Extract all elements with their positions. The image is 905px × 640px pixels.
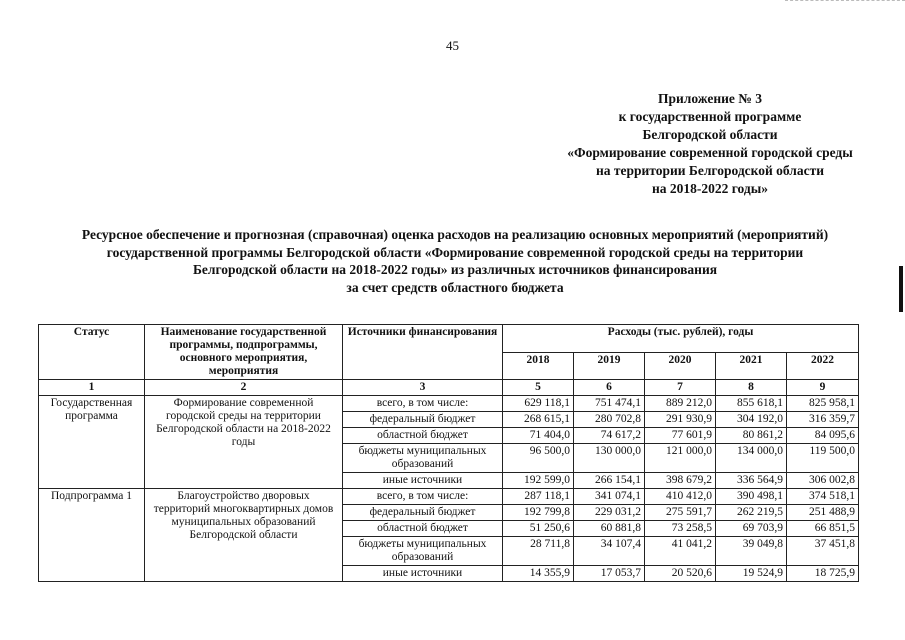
column-number: 9 bbox=[787, 380, 859, 396]
column-number: 1 bbox=[39, 380, 145, 396]
value-cell: 629 118,1 bbox=[503, 396, 574, 412]
appendix-line: на 2018-2022 годы» bbox=[651, 181, 769, 196]
column-number: 8 bbox=[716, 380, 787, 396]
value-cell: 390 498,1 bbox=[716, 489, 787, 505]
page-number: 45 bbox=[446, 38, 459, 53]
source-cell: областной бюджет bbox=[343, 428, 503, 444]
status-cell: Государственная программа bbox=[39, 396, 145, 489]
appendix-line: на территории Белгородской области bbox=[595, 163, 825, 178]
column-number: 3 bbox=[343, 380, 503, 396]
scan-edge-mark bbox=[899, 266, 903, 312]
value-cell: 304 192,0 bbox=[716, 412, 787, 428]
value-cell: 41 041,2 bbox=[645, 537, 716, 566]
value-cell: 192 799,8 bbox=[503, 505, 574, 521]
header-year: 2022 bbox=[787, 352, 859, 380]
value-cell: 825 958,1 bbox=[787, 396, 859, 412]
title-line: за счет средств областного бюджета bbox=[346, 279, 564, 295]
table-row bbox=[39, 489, 859, 505]
value-cell: 37 451,8 bbox=[787, 537, 859, 566]
title-line: Ресурсное обеспечение и прогнозная (справочная) оценка расходов на реализацию основных мероприятий (мероприятий) bbox=[81, 227, 829, 242]
header-year: 2018 bbox=[503, 352, 574, 380]
value-cell: 18 725,9 bbox=[787, 566, 859, 582]
value-cell: 306 002,8 bbox=[787, 473, 859, 489]
value-cell: 266 154,1 bbox=[574, 473, 645, 489]
value-cell: 889 212,0 bbox=[645, 396, 716, 412]
value-cell: 121 000,0 bbox=[645, 444, 716, 473]
column-number: 2 bbox=[145, 380, 343, 396]
column-number: 6 bbox=[574, 380, 645, 396]
program-name-cell: Благоустройство дворовых территорий многоквартирных домов муниципальных образований Белгородской области bbox=[145, 489, 343, 582]
value-cell: 398 679,2 bbox=[645, 473, 716, 489]
value-cell: 69 703,9 bbox=[716, 521, 787, 537]
source-cell: бюджеты муниципальных образований bbox=[343, 444, 503, 473]
value-cell: 96 500,0 bbox=[503, 444, 574, 473]
value-cell: 251 488,9 bbox=[787, 505, 859, 521]
value-cell: 28 711,8 bbox=[503, 537, 574, 566]
source-cell: областной бюджет bbox=[343, 521, 503, 537]
value-cell: 229 031,2 bbox=[574, 505, 645, 521]
source-cell: бюджеты муниципальных образований bbox=[343, 537, 503, 566]
source-cell: всего, в том числе: bbox=[343, 396, 503, 412]
value-cell: 34 107,4 bbox=[574, 537, 645, 566]
source-cell: всего, в том числе: bbox=[343, 489, 503, 505]
header-status: Статус bbox=[39, 325, 145, 380]
value-cell: 119 500,0 bbox=[787, 444, 859, 473]
header-expenses: Расходы (тыс. рублей), годы bbox=[503, 325, 859, 353]
column-number: 5 bbox=[503, 380, 574, 396]
source-cell: федеральный бюджет bbox=[343, 505, 503, 521]
value-cell: 14 355,9 bbox=[503, 566, 574, 582]
budget-table bbox=[38, 324, 859, 582]
appendix-line: Приложение № 3 bbox=[658, 91, 762, 106]
appendix-line: Белгородской области bbox=[642, 127, 778, 142]
value-cell: 341 074,1 bbox=[574, 489, 645, 505]
value-cell: 80 861,2 bbox=[716, 428, 787, 444]
value-cell: 192 599,0 bbox=[503, 473, 574, 489]
header-name: Наименование государственной программы, подпрограммы, основного мероприятия, мероприятия bbox=[145, 325, 343, 380]
title-line: государственной программы Белгородской области «Формирование современной городской среды на территории bbox=[106, 244, 804, 260]
value-cell: 287 118,1 bbox=[503, 489, 574, 505]
value-cell: 130 000,0 bbox=[574, 444, 645, 473]
table-row bbox=[39, 396, 859, 412]
value-cell: 71 404,0 bbox=[503, 428, 574, 444]
value-cell: 51 250,6 bbox=[503, 521, 574, 537]
header-year: 2019 bbox=[574, 352, 645, 380]
value-cell: 17 053,7 bbox=[574, 566, 645, 582]
value-cell: 73 258,5 bbox=[645, 521, 716, 537]
value-cell: 316 359,7 bbox=[787, 412, 859, 428]
value-cell: 374 518,1 bbox=[787, 489, 859, 505]
value-cell: 262 219,5 bbox=[716, 505, 787, 521]
value-cell: 60 881,8 bbox=[574, 521, 645, 537]
value-cell: 66 851,5 bbox=[787, 521, 859, 537]
program-name-cell: Формирование современной городской среды на территории Белгородской области на 2018-2022 годы bbox=[145, 396, 343, 489]
value-cell: 84 095,6 bbox=[787, 428, 859, 444]
value-cell: 280 702,8 bbox=[574, 412, 645, 428]
status-cell: Подпрограмма 1 bbox=[39, 489, 145, 582]
value-cell: 19 524,9 bbox=[716, 566, 787, 582]
header-sources: Источники финансирования bbox=[343, 325, 503, 380]
budget-table-wrapper bbox=[38, 324, 858, 582]
appendix-block bbox=[540, 90, 880, 198]
value-cell: 855 618,1 bbox=[716, 396, 787, 412]
value-cell: 291 930,9 bbox=[645, 412, 716, 428]
value-cell: 20 520,6 bbox=[645, 566, 716, 582]
title-line: Белгородской области на 2018-2022 годы» из различных источников финансирования bbox=[192, 262, 718, 277]
appendix-line: «Формирование современной городской среды bbox=[567, 145, 853, 160]
scan-edge-ticks bbox=[785, 0, 905, 3]
value-cell: 268 615,1 bbox=[503, 412, 574, 428]
value-cell: 410 412,0 bbox=[645, 489, 716, 505]
value-cell: 134 000,0 bbox=[716, 444, 787, 473]
header-year: 2020 bbox=[645, 352, 716, 380]
source-cell: иные источники bbox=[343, 566, 503, 582]
value-cell: 77 601,9 bbox=[645, 428, 716, 444]
value-cell: 275 591,7 bbox=[645, 505, 716, 521]
source-cell: федеральный бюджет bbox=[343, 412, 503, 428]
value-cell: 336 564,9 bbox=[716, 473, 787, 489]
column-number: 7 bbox=[645, 380, 716, 396]
value-cell: 751 474,1 bbox=[574, 396, 645, 412]
header-year: 2021 bbox=[716, 352, 787, 380]
document-title bbox=[30, 226, 880, 296]
appendix-line: к государственной программе bbox=[618, 109, 802, 124]
value-cell: 39 049,8 bbox=[716, 537, 787, 566]
source-cell: иные источники bbox=[343, 473, 503, 489]
value-cell: 74 617,2 bbox=[574, 428, 645, 444]
